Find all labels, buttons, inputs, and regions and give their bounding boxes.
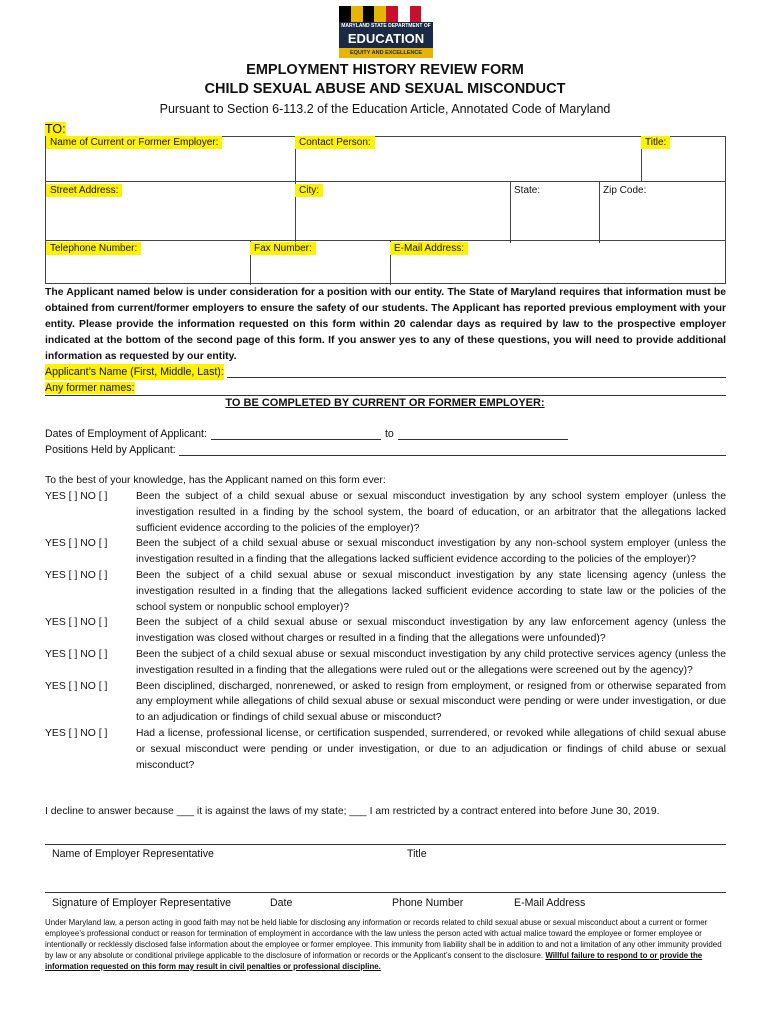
positions-input[interactable] xyxy=(179,442,726,456)
to-label: TO: xyxy=(45,122,66,136)
employer-row xyxy=(45,136,726,182)
contact-person-label: Contact Person: xyxy=(295,136,375,149)
employer-section-heading: TO BE COMPLETED BY CURRENT OR FORMER EMPLOYER: xyxy=(225,397,545,409)
immunity-text: Under Maryland law, a person acting in good faith may not be held liable for disclosing any information or records related to child sexual abuse or sexual misconduct about a current or former employee’s professional conduct or reason for termination of employment in accordance with the law unless the person acted with actual malice toward the employee or former employee or intentionally or recklessly disclosed false information about the employee or former employee. This immunity from liability shall be in addition to and not a limitation of any other immunity provided by law or any absolute or conditional privilege applicable to the disclosure of information or records or the Applicant’s consent to the disclosure. xyxy=(45,918,722,960)
employer-name-field[interactable] xyxy=(46,137,296,181)
rep-name-label: Name of Employer Representative xyxy=(52,848,214,860)
yes-no-checkbox[interactable]: YES [ ] NO [ ] xyxy=(45,491,108,502)
applicant-name-input[interactable] xyxy=(227,364,726,378)
former-names-label: Any former names: xyxy=(45,382,135,394)
question-item xyxy=(45,615,726,647)
applicant-name-row xyxy=(45,364,726,380)
msde-logo xyxy=(339,6,433,58)
telephone-label: Telephone Number: xyxy=(46,242,141,255)
yes-no-checkbox[interactable]: YES [ ] NO [ ] xyxy=(45,648,108,660)
question-text: Been the subject of a child sexual abuse or sexual misconduct investigation by any child protective services agency (unless the investigation resulted in a finding that the allegations were ruled out or the allegations were screened out by the agency)? xyxy=(136,648,726,676)
question-item xyxy=(45,489,726,536)
intro-paragraph: The Applicant named below is under consideration for a position with our entity. The State of Maryland requires that information must be obtained from current/former employers to ensure the safety of our students. The Applicant has reported previous employment with your entity. Please provide the information requested on this form within 20 calendar days as required by law to the prospective employer indicated at the bottom of the second page of this form. If you answer yes to any of these questions, you will need to provide additional information as requested by our entity. xyxy=(45,287,726,362)
yes-no-checkbox[interactable]: YES [ ] NO [ ] xyxy=(45,727,108,739)
logo-tagline: EQUITY AND EXCELLENCE xyxy=(339,48,433,58)
dates-label: Dates of Employment of Applicant: xyxy=(45,428,207,440)
title-label: Title: xyxy=(641,136,670,149)
yes-no-checkbox[interactable]: YES [ ] NO [ ] xyxy=(45,538,108,550)
question-text: Been the subject of a child sexual abuse or sexual misconduct investigation by any state licensing agency (unless the investigation resulted in a finding that the allegations lacked sufficient evidence according to state law or the policies of the school system or nonpublic school employer)? xyxy=(136,569,726,613)
yes-no-checkbox[interactable]: YES [ ] NO [ ] xyxy=(45,680,108,692)
decline-statement: I decline to answer because ___ it is against the laws of my state; ___ I am restricted by a contract entered into before June 30, 2019. xyxy=(45,806,660,817)
signature-line-1[interactable] xyxy=(45,844,726,845)
date-label: Date xyxy=(270,897,293,909)
question-item xyxy=(45,726,726,773)
rep-title-label: Title xyxy=(407,848,427,860)
state-label: State: xyxy=(514,185,541,196)
telephone-field[interactable] xyxy=(46,241,251,285)
question-text: Had a license, professional license, or certification suspended, surrendered, or revoked while allegations of child sexual abuse or sexual misconduct were pending or under investigation, or due to an adjudication or findings of child abuse or sexual misconduct? xyxy=(136,727,726,771)
yes-no-checkbox[interactable]: YES [ ] NO [ ] xyxy=(45,617,108,629)
fax-label: Fax Number: xyxy=(250,242,316,255)
zip-code-field[interactable] xyxy=(599,182,725,243)
question-text: Been disciplined, discharged, nonrenewed, or asked to resign from employment, or resigned from or otherwise separated from any employment while allegations of child sexual abuse or sexual misconduct were pending or were under investigation, or due to an adjudication or findings of child sexual abuse or misconduct? xyxy=(136,680,726,724)
address-row xyxy=(45,181,726,241)
former-names-row[interactable] xyxy=(45,380,726,396)
legal-footer xyxy=(45,917,726,972)
state-field[interactable] xyxy=(510,182,600,243)
street-address-label: Street Address: xyxy=(46,184,122,197)
form-subtitle-title: CHILD SEXUAL ABUSE AND SEXUAL MISCONDUCT xyxy=(204,81,566,97)
title-field[interactable] xyxy=(641,137,725,181)
question-item xyxy=(45,568,726,615)
positions-label: Positions Held by Applicant: xyxy=(45,444,176,456)
phone-label: Phone Number xyxy=(392,897,464,909)
question-item xyxy=(45,679,726,726)
fax-field[interactable] xyxy=(250,241,391,285)
question-item xyxy=(45,536,726,568)
signature-label: Signature of Employer Representative xyxy=(52,897,232,909)
maryland-flag-band xyxy=(339,6,433,22)
questions-list xyxy=(45,489,726,773)
street-address-field[interactable] xyxy=(46,182,296,243)
question-item xyxy=(45,647,726,679)
question-text: Been the subject of a child sexual abuse or sexual misconduct investigation by any law enforcement agency (unless the investigation was closed without charges or resulted in a finding that the allegations were unfounded)? xyxy=(136,617,726,645)
email-field[interactable] xyxy=(390,241,725,285)
logo-agency: MARYLAND STATE DEPARTMENT OF xyxy=(339,22,433,30)
logo-name: EDUCATION xyxy=(339,30,433,48)
contact-row xyxy=(45,240,726,284)
contact-person-field[interactable] xyxy=(295,137,642,181)
signature-line-2[interactable] xyxy=(45,892,726,893)
legal-reference: Pursuant to Section 6-113.2 of the Education Article, Annotated Code of Maryland xyxy=(159,102,611,116)
yes-no-checkbox[interactable]: YES [ ] NO [ ] xyxy=(45,569,108,581)
email-address-label: E-Mail Address xyxy=(514,897,586,909)
question-text: Been the subject of a child sexual abuse or sexual misconduct investigation by any non-school system employer (unless the investigation resulted in a finding that the allegations lacked sufficient evidence according to the policies of the employer)? xyxy=(136,538,726,566)
to-word: to xyxy=(384,428,394,440)
dates-row xyxy=(45,426,605,442)
end-date-input[interactable] xyxy=(398,426,568,440)
question-text: Been the subject of a child sexual abuse or sexual misconduct investigation by any school system employer (unless the investigation resulted in a finding by the school system, the board of education, or an arbitrator that the allegations lacked sufficient evidence according to the policies of the employer)? xyxy=(136,491,726,534)
city-label: City: xyxy=(295,184,323,197)
form-title: EMPLOYMENT HISTORY REVIEW FORM xyxy=(246,62,524,78)
city-field[interactable] xyxy=(295,182,511,243)
employer-name-label: Name of Current or Former Employer: xyxy=(46,136,222,149)
positions-row xyxy=(45,442,726,458)
penalty-warning: Willful failure to respond to or provide the information requested on this form may result in civil penalties or professional discipline. xyxy=(45,951,703,971)
applicant-name-label: Applicant’s Name (First, Middle, Last): xyxy=(45,366,224,378)
email-label: E-Mail Address: xyxy=(390,242,468,255)
start-date-input[interactable] xyxy=(211,426,381,440)
questions-intro: To the best of your knowledge, has the Applicant named on this form ever: xyxy=(45,475,386,486)
zip-code-label: Zip Code: xyxy=(603,185,647,196)
